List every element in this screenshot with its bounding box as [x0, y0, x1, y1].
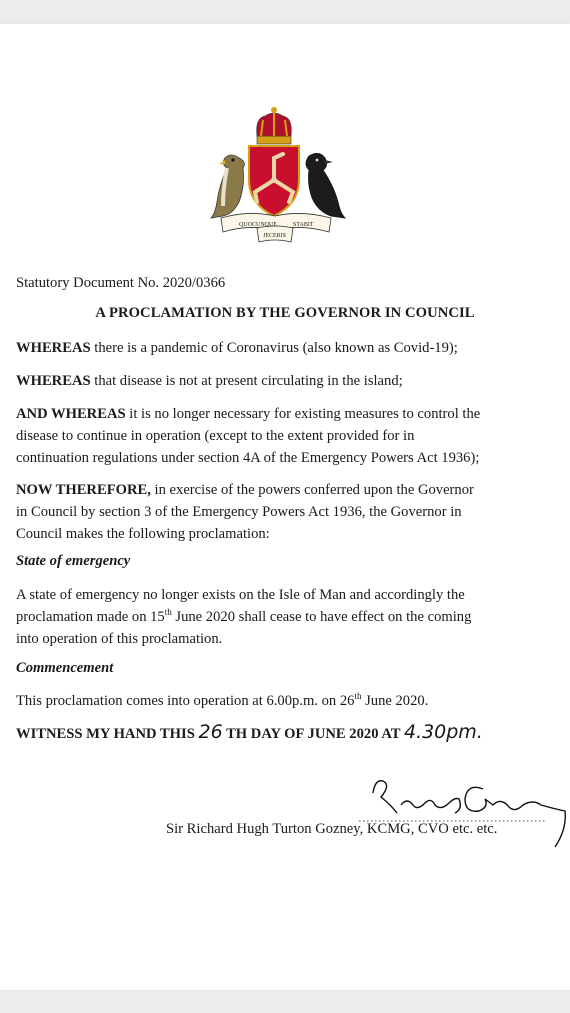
text-segment: June 2020 shall cease to have effect on the coming	[171, 609, 472, 625]
shield-icon	[249, 146, 299, 216]
witness-line	[16, 721, 483, 743]
text-segment: This proclamation comes into operation at 6.00p.m. on 26	[16, 693, 355, 709]
paragraph-lead: AND WHEREAS	[16, 406, 126, 422]
text-segment: proclamation made on 15	[16, 609, 165, 625]
paragraph-text: Council makes the following proclamation:	[16, 526, 270, 542]
text-segment: TH DAY OF JUNE 2020 AT	[226, 726, 401, 742]
paragraph-whereas-1	[16, 337, 458, 359]
paragraph-lead: WHEREAS	[16, 340, 91, 356]
signatory-name: Sir Richard Hugh Turton Gozney, KCMG, CVO etc. etc.	[166, 821, 498, 837]
paragraph-lead: WHEREAS	[16, 373, 91, 389]
ordinal-suffix: th	[354, 691, 362, 702]
svg-text:JECERIS: JECERIS	[263, 233, 287, 239]
raven-icon	[306, 153, 345, 218]
falcon-icon	[211, 155, 244, 218]
paragraph-text	[16, 606, 471, 628]
section-heading-commencement: Commencement	[16, 660, 114, 676]
handwritten-day: 26	[198, 721, 223, 743]
svg-text:QUOCUNQUE: QUOCUNQUE	[239, 222, 277, 228]
statutory-document-number: Statutory Document No. 2020/0366	[16, 275, 226, 291]
text-segment: June 2020.	[361, 693, 429, 709]
paragraph-text: into operation of this proclamation.	[16, 631, 223, 647]
paragraph-now-therefore	[16, 479, 474, 501]
paragraph-text: in Council by section 3 of the Emergency Powers Act 1936, the Governor in	[16, 504, 462, 520]
paragraph-text: disease to continue in operation (except to the extent provided for in	[16, 428, 415, 444]
document-page	[0, 24, 570, 990]
crown-icon	[257, 107, 292, 144]
section-heading-state-of-emergency: State of emergency	[16, 553, 131, 569]
paragraph-whereas-2	[16, 370, 403, 392]
svg-text:STABIT: STABIT	[293, 222, 314, 228]
paragraph-text: continuation regulations under section 4A of the Emergency Powers Act 1936);	[16, 450, 480, 466]
page-title: A PROCLAMATION BY THE GOVERNOR IN COUNCIL	[95, 305, 475, 321]
paragraph-text: that disease is not at present circulating in the island;	[94, 373, 403, 389]
isle-of-man-crest	[205, 106, 347, 254]
paragraph-text: it is no longer necessary for existing measures to control the	[129, 406, 481, 422]
handwritten-time: 4.30pm.	[403, 721, 483, 743]
handwritten-signature	[355, 769, 570, 859]
text-segment: WITNESS MY HAND THIS	[16, 726, 195, 742]
motto-scroll	[221, 213, 331, 242]
ordinal-suffix: th	[164, 607, 172, 618]
paragraph-and-whereas	[16, 403, 480, 425]
paragraph-lead: NOW THEREFORE,	[16, 482, 151, 498]
paragraph-text: there is a pandemic of Coronavirus (also known as Covid-19);	[94, 340, 458, 356]
paragraph-text	[16, 690, 428, 712]
paragraph-text: in exercise of the powers conferred upon the Governor	[154, 482, 474, 498]
paragraph-text: A state of emergency no longer exists on the Isle of Man and accordingly the	[16, 587, 465, 603]
